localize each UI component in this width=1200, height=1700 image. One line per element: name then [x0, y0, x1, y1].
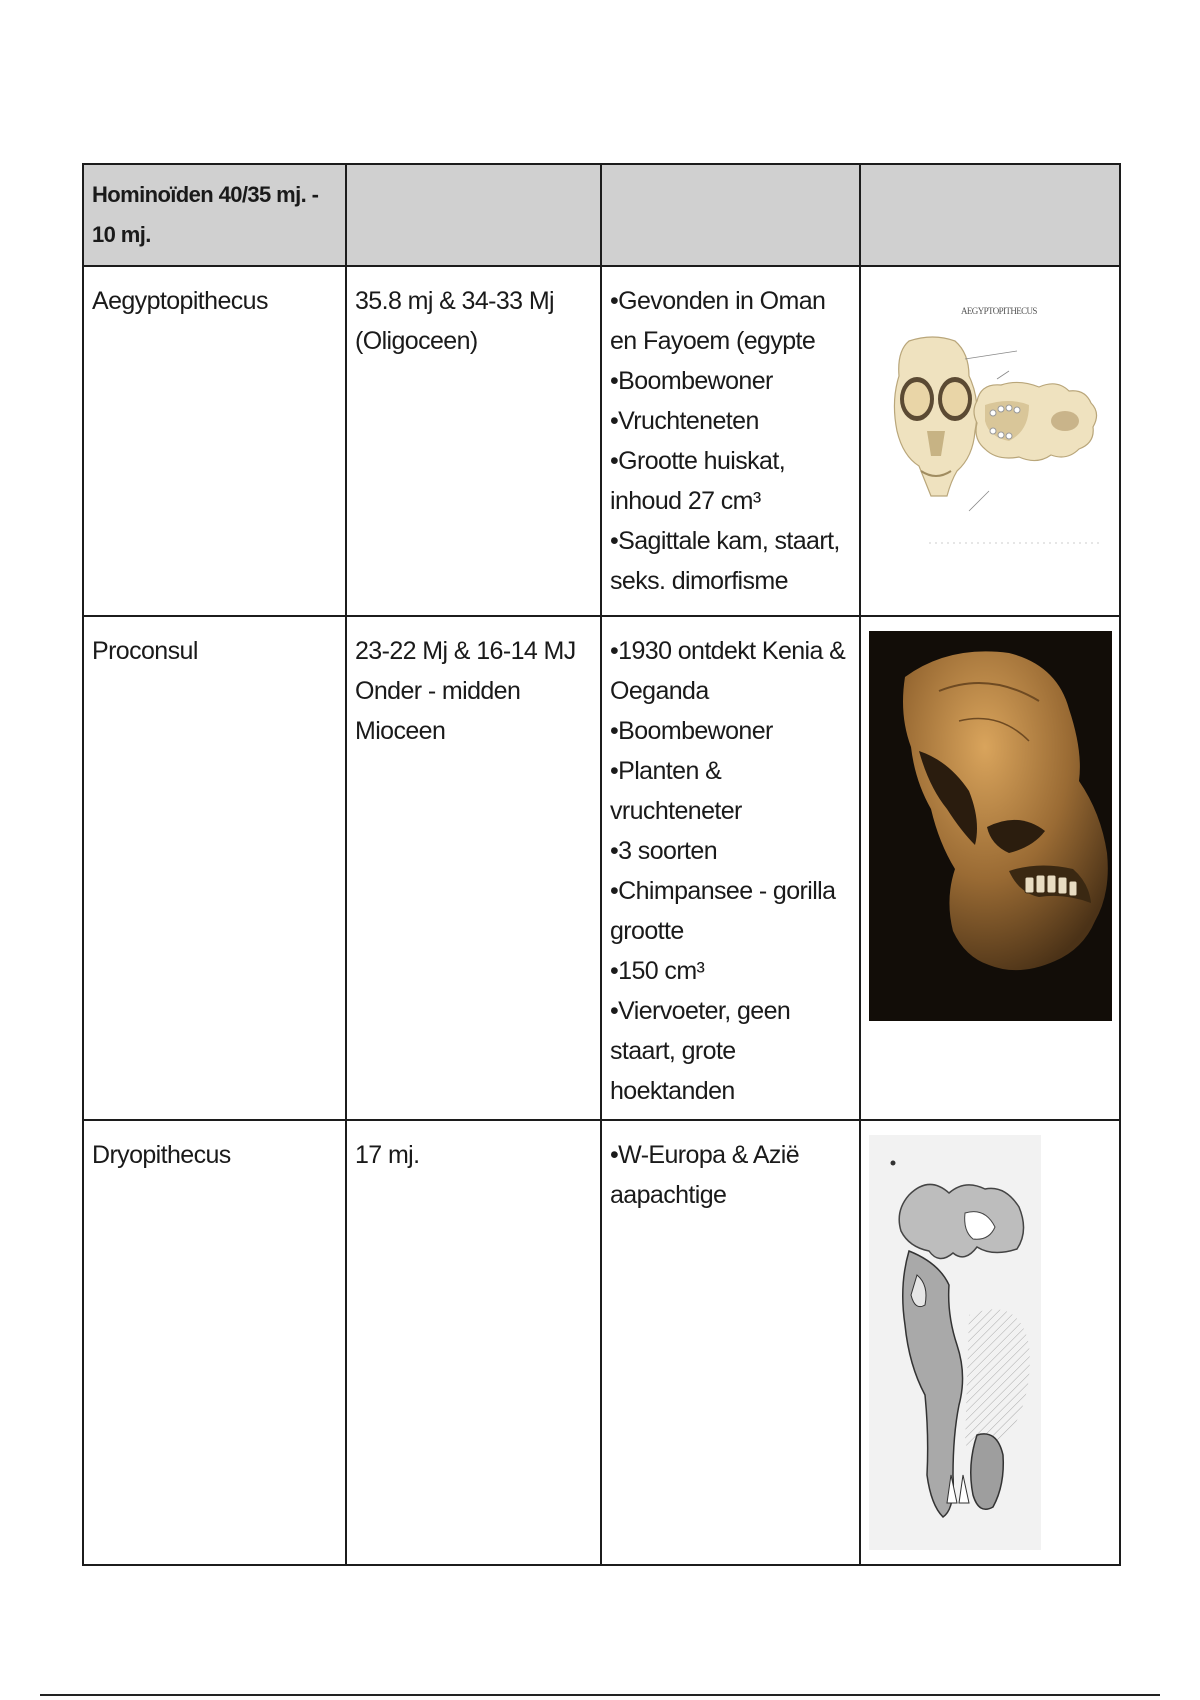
- notes-list: [610, 281, 851, 601]
- note-item: • 150 cm³: [610, 951, 851, 991]
- figure-cell: [860, 266, 1120, 616]
- header-cell-2: [346, 164, 601, 266]
- species-name: Aegyptopithecus: [83, 266, 346, 616]
- page-bottom-rule: [40, 1694, 1160, 1696]
- aegyptopithecus-skull-illustration: [869, 281, 1109, 561]
- note-item: • Vruchteneten: [610, 401, 851, 441]
- note-item: • Grootte huiskat, inhoud 27 cm³: [610, 441, 851, 521]
- note-item: • 3 soorten: [610, 831, 851, 871]
- species-age: [346, 266, 601, 616]
- note-item: • 1930 ontdekt Kenia & Oeganda: [610, 631, 851, 711]
- note-item: • Sagittale kam, staart, seks. dimorfisme: [610, 521, 851, 601]
- header-cell-1: Hominoïden 40/35 mj. - 10 mj.: [83, 164, 346, 266]
- table-row: [83, 616, 1120, 1120]
- species-notes: [601, 616, 860, 1120]
- species-notes: [601, 1120, 860, 1565]
- note-item: • Chimpansee - gorilla grootte: [610, 871, 851, 951]
- faded-watermark: [120, 30, 490, 150]
- notes-list: [610, 631, 851, 1111]
- note-item: • Viervoeter, geen staart, grote hoektanden: [610, 991, 851, 1111]
- proconsul-skull-photo: [869, 631, 1112, 1021]
- species-name: Dryopithecus: [83, 1120, 346, 1565]
- note-item: • Planten & vruchteneter: [610, 751, 851, 831]
- age-line: 17 mj.: [355, 1141, 420, 1169]
- species-age: [346, 1120, 601, 1565]
- note-item: • Gevonden in Oman en Fayoem (egypte: [610, 281, 851, 361]
- table-row: [83, 1120, 1120, 1565]
- age-line: 23-22 Mj & 16-14 MJ: [355, 637, 576, 665]
- species-notes: [601, 266, 860, 616]
- species-age: [346, 616, 601, 1120]
- dryopithecus-skull-drawing: [869, 1135, 1041, 1550]
- table-header-row: [83, 164, 1120, 266]
- age-line: 35.8 mj & 34-33 Mj (Oligoceen): [355, 287, 555, 355]
- figure-caption: AEGYPTOPITHECUS: [961, 306, 1037, 316]
- figure-cell: [860, 1120, 1120, 1565]
- figure-cell: [860, 616, 1120, 1120]
- note-item: • W-Europa & Azië aapachtige: [610, 1135, 851, 1215]
- age-line: Onder - midden Mioceen: [355, 677, 521, 745]
- header-cell-4: [860, 164, 1120, 266]
- header-cell-3: [601, 164, 860, 266]
- table-row: [83, 266, 1120, 616]
- notes-list: [610, 1135, 851, 1215]
- hominoid-table: [82, 163, 1121, 1566]
- species-name: Proconsul: [83, 616, 346, 1120]
- note-item: • Boombewoner: [610, 711, 851, 751]
- note-item: • Boombewoner: [610, 361, 851, 401]
